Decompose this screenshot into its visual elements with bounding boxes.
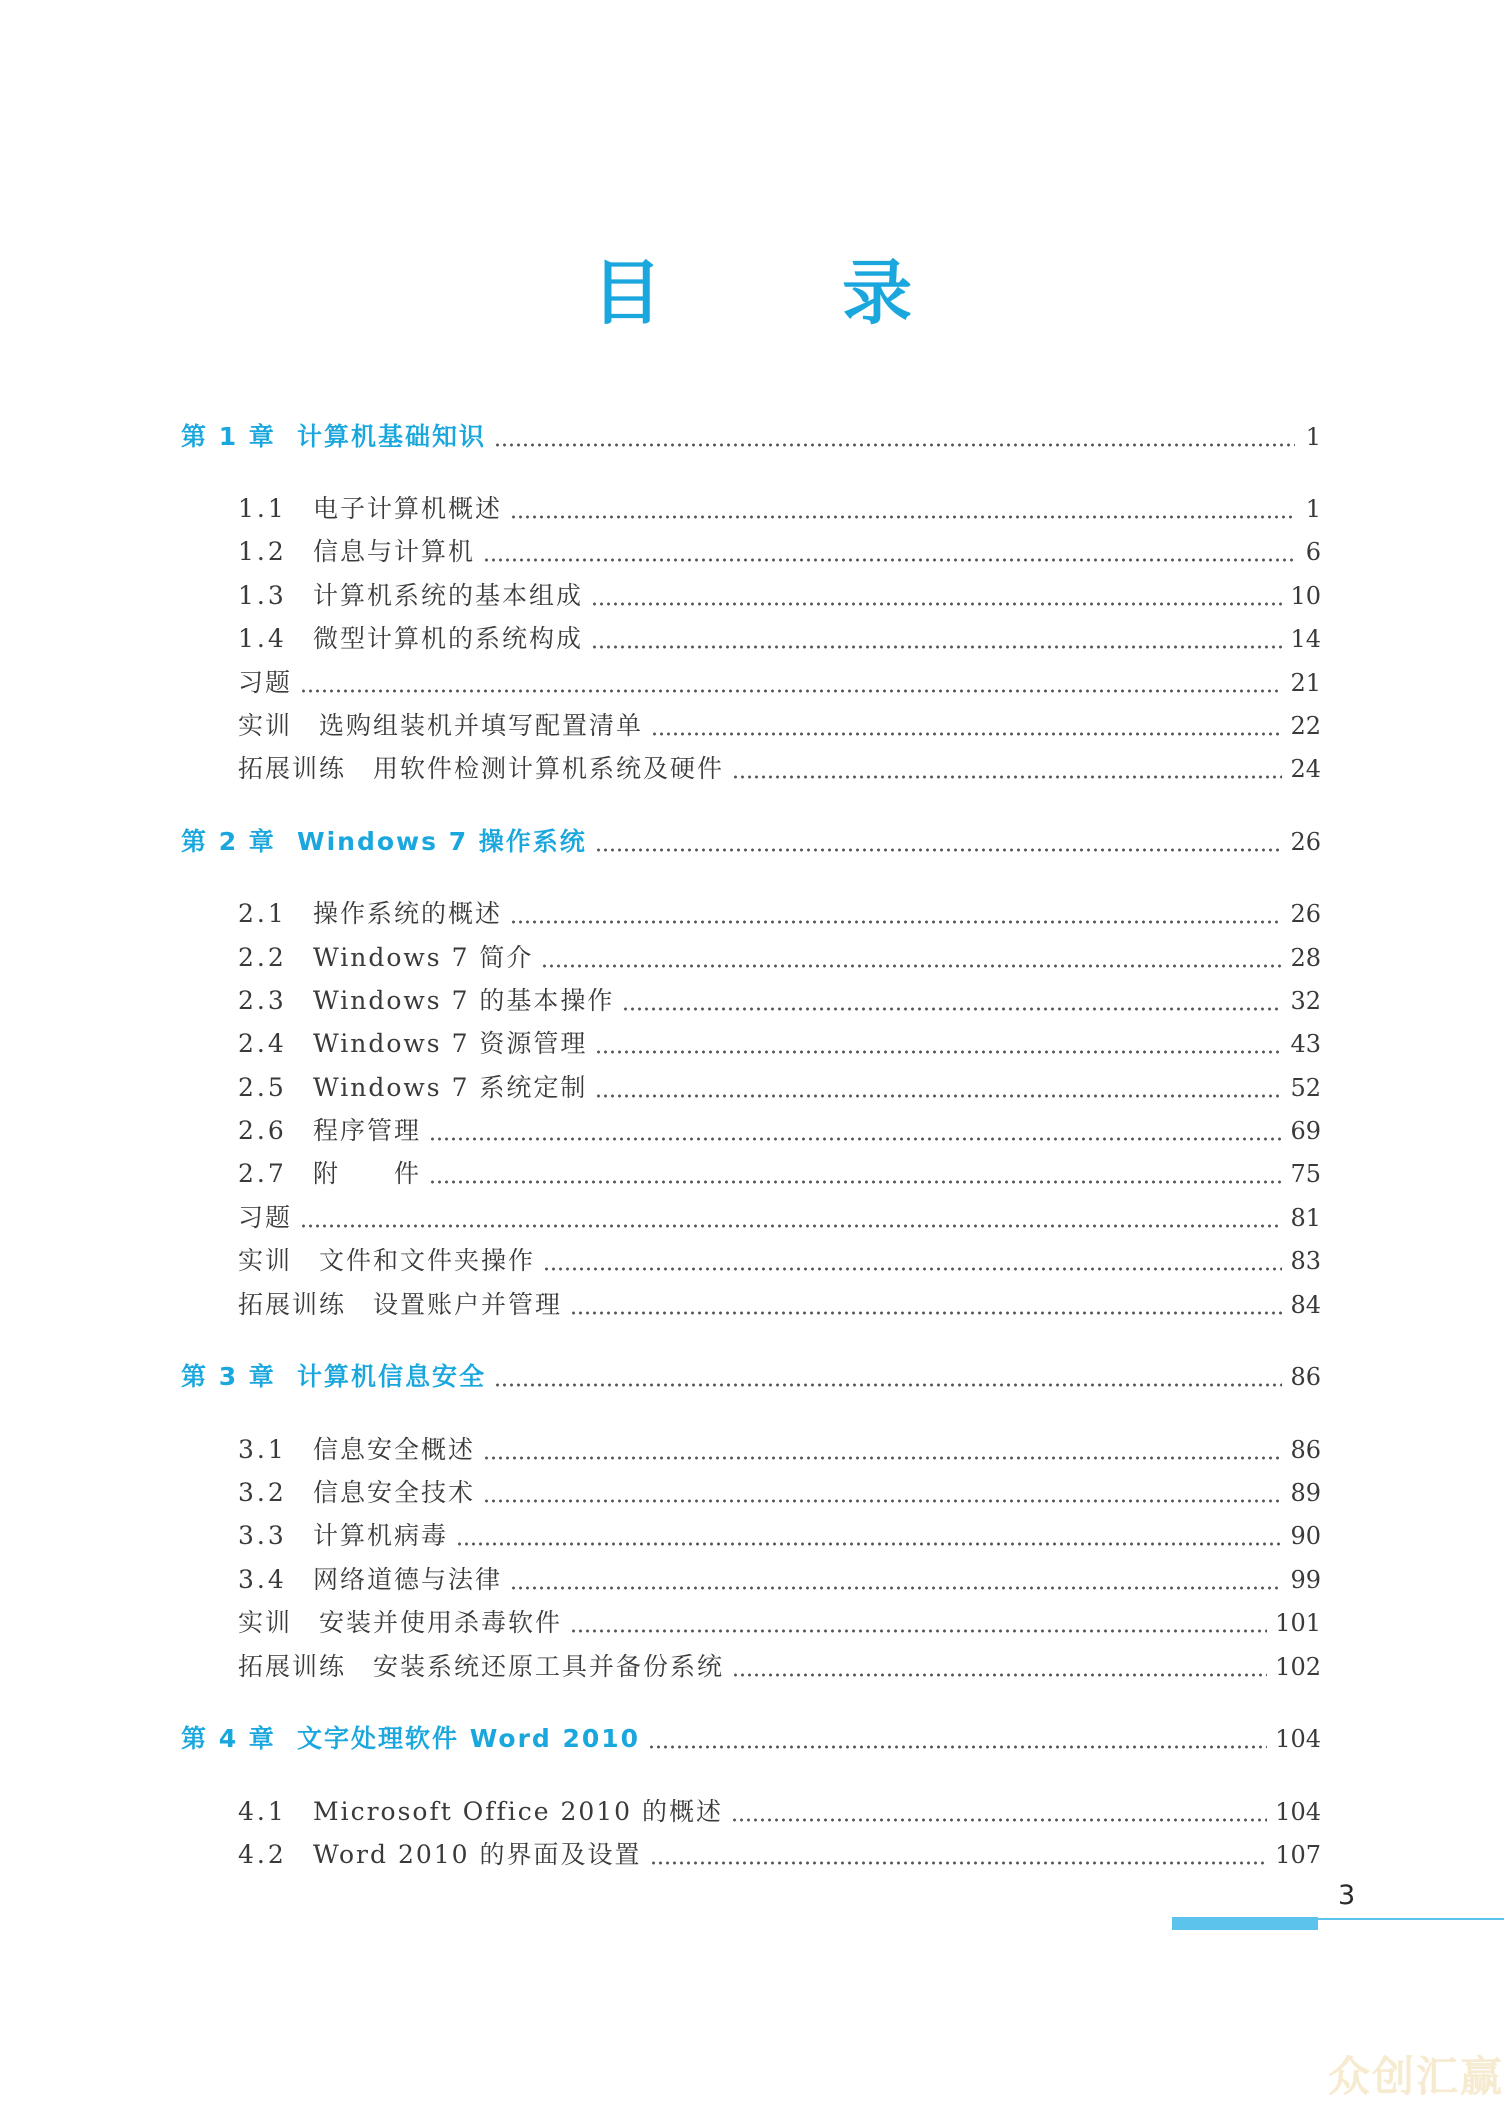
section-title: 操作系统的概述 (313, 899, 503, 928)
page-number: 52 (1290, 1074, 1321, 1102)
toc-practice-2[interactable] (238, 1241, 1321, 1281)
page-number: 81 (1290, 1204, 1321, 1232)
section-title: 信息与计算机 (313, 537, 476, 566)
dot-leader (483, 1482, 1282, 1504)
page-number: 84 (1290, 1291, 1321, 1319)
toc-chapter-3[interactable] (181, 1357, 1321, 1397)
section-title: Microsoft Office 2010 的概述 (313, 1797, 724, 1826)
section-title: 实训 安装并使用杀毒软件 (238, 1608, 563, 1637)
dot-leader (300, 1207, 1282, 1229)
section-title: Windows 7 资源管理 (313, 1029, 588, 1058)
toc-section-3-2[interactable] (238, 1473, 1321, 1513)
section-title: 计算机系统的基本组成 (313, 581, 584, 610)
toc-section-2-5[interactable] (238, 1068, 1321, 1108)
page-number: 10 (1290, 582, 1321, 610)
page-number: 83 (1290, 1247, 1321, 1275)
section-title: 拓展训练 安装系统还原工具并备份系统 (238, 1652, 725, 1681)
page-number: 99 (1290, 1566, 1321, 1594)
toc-chapter-2[interactable] (181, 822, 1321, 862)
dot-leader (429, 1120, 1282, 1142)
page-number: 90 (1290, 1522, 1321, 1550)
section-number: 1.3 (238, 581, 287, 610)
watermark-logo: 众创汇赢 (1328, 2052, 1504, 2101)
dot-leader (494, 426, 1295, 448)
toc-chapter-4[interactable] (181, 1719, 1321, 1759)
section-number: 2.3 (238, 986, 287, 1015)
section-number: 4.1 (238, 1797, 287, 1826)
page-number: 22 (1290, 712, 1321, 740)
section-number: 3.3 (238, 1521, 287, 1550)
folio-accent-bar (1172, 1917, 1318, 1930)
section-number: 2.4 (238, 1029, 287, 1058)
toc-section-4-1[interactable] (238, 1792, 1321, 1832)
dot-leader (651, 715, 1282, 737)
toc-section-3-3[interactable] (238, 1516, 1321, 1556)
page-folio: 3 (1338, 1880, 1356, 1911)
page-number: 43 (1290, 1030, 1321, 1058)
toc-extended-1[interactable] (238, 749, 1321, 789)
section-number: 2.5 (238, 1073, 287, 1102)
dot-leader (591, 628, 1282, 650)
page-number: 101 (1275, 1609, 1321, 1637)
section-title: 实训 文件和文件夹操作 (238, 1246, 536, 1275)
chapter-number: 第 4 章 (181, 1724, 276, 1753)
toc-extended-2[interactable] (238, 1285, 1321, 1325)
toc-section-4-2[interactable] (238, 1835, 1321, 1875)
page-number: 21 (1290, 669, 1321, 697)
dot-leader (300, 672, 1282, 694)
section-title: 习题 (238, 1203, 293, 1232)
section-title: Windows 7 系统定制 (313, 1073, 588, 1102)
section-number: 1.2 (238, 537, 287, 566)
section-title: 微型计算机的系统构成 (313, 624, 584, 653)
dot-leader (595, 831, 1283, 853)
section-number: 3.4 (238, 1565, 287, 1594)
section-title: 信息安全技术 (313, 1478, 476, 1507)
section-number: 2.6 (238, 1116, 287, 1145)
toc-exercises-1[interactable] (238, 663, 1321, 703)
toc-practice-3[interactable] (238, 1603, 1321, 1643)
dot-leader (650, 1844, 1268, 1866)
section-title: 拓展训练 用软件检测计算机系统及硬件 (238, 754, 725, 783)
section-number: 3.2 (238, 1478, 287, 1507)
chapter-title: 文字处理软件 Word 2010 (297, 1724, 641, 1753)
dot-leader (731, 1801, 1267, 1823)
section-number: 1.1 (238, 494, 287, 523)
toc-section-1-3[interactable] (238, 576, 1321, 616)
toc-section-2-6[interactable] (238, 1111, 1321, 1151)
toc-exercises-2[interactable] (238, 1198, 1321, 1238)
section-title: 信息安全概述 (313, 1435, 476, 1464)
page-number: 6 (1305, 538, 1321, 566)
section-number: 2.1 (238, 899, 287, 928)
section-title: 实训 选购组装机并填写配置清单 (238, 711, 644, 740)
chapter-title: Windows 7 操作系统 (297, 827, 587, 856)
chapter-title: 计算机基础知识 (297, 422, 487, 451)
page-number: 69 (1290, 1117, 1321, 1145)
section-number: 1.4 (238, 624, 287, 653)
page-number: 24 (1290, 755, 1321, 783)
page-title: 目 录 (591, 252, 991, 334)
section-title: 拓展训练 设置账户并管理 (238, 1290, 563, 1319)
section-title: 电子计算机概述 (313, 494, 503, 523)
dot-leader (456, 1525, 1282, 1547)
section-title: Windows 7 简介 (313, 943, 534, 972)
toc-section-1-2[interactable] (238, 532, 1321, 572)
dot-leader (510, 498, 1295, 520)
dot-leader (595, 1033, 1282, 1055)
page-number: 26 (1290, 828, 1321, 856)
toc-section-2-2[interactable] (238, 938, 1321, 978)
section-title: 程序管理 (313, 1116, 422, 1145)
page-number: 104 (1275, 1798, 1321, 1826)
chapter-number: 第 3 章 (181, 1362, 276, 1391)
page-number: 86 (1290, 1363, 1321, 1391)
chapter-number: 第 1 章 (181, 422, 276, 451)
dot-leader (570, 1612, 1267, 1634)
dot-leader (510, 1569, 1282, 1591)
dot-leader (595, 1077, 1282, 1099)
dot-leader (543, 1250, 1282, 1272)
dot-leader (510, 903, 1282, 925)
toc-section-2-3[interactable] (238, 981, 1321, 1021)
toc-section-2-4[interactable] (238, 1024, 1321, 1064)
section-title: Windows 7 的基本操作 (313, 986, 615, 1015)
page-number: 14 (1290, 625, 1321, 653)
page-number: 75 (1290, 1160, 1321, 1188)
section-title: 网络道德与法律 (313, 1565, 503, 1594)
page-number: 1 (1305, 495, 1321, 523)
page-number: 26 (1290, 900, 1321, 928)
toc-practice-1[interactable] (238, 706, 1321, 746)
section-title: Word 2010 的界面及设置 (313, 1840, 642, 1869)
chapter-number: 第 2 章 (181, 827, 276, 856)
dot-leader (591, 585, 1282, 607)
toc-extended-3[interactable] (238, 1647, 1321, 1687)
toc-section-2-7[interactable] (238, 1154, 1321, 1194)
page-number: 107 (1275, 1841, 1321, 1869)
toc-section-2-1[interactable] (238, 894, 1321, 934)
section-title: 计算机病毒 (313, 1521, 449, 1550)
toc-section-3-1[interactable] (238, 1430, 1321, 1470)
section-number: 4.2 (238, 1840, 287, 1869)
page-number: 89 (1290, 1479, 1321, 1507)
section-title: 习题 (238, 668, 293, 697)
toc-section-1-1[interactable] (238, 489, 1321, 529)
toc-chapter-1[interactable] (181, 417, 1321, 457)
dot-leader (570, 1294, 1282, 1316)
toc-section-1-4[interactable] (238, 619, 1321, 659)
section-number: 3.1 (238, 1435, 287, 1464)
section-number: 2.2 (238, 943, 287, 972)
section-title: 附 件 (313, 1159, 422, 1188)
page-number: 104 (1275, 1725, 1321, 1753)
dot-leader (494, 1366, 1282, 1388)
chapter-title: 计算机信息安全 (297, 1362, 487, 1391)
section-number: 2.7 (238, 1159, 287, 1188)
page-number: 86 (1290, 1436, 1321, 1464)
dot-leader (483, 1439, 1282, 1461)
dot-leader (622, 990, 1282, 1012)
dot-leader (732, 1656, 1267, 1678)
dot-leader (483, 541, 1295, 563)
dot-leader (732, 758, 1282, 780)
page-number: 28 (1290, 944, 1321, 972)
page-number: 32 (1290, 987, 1321, 1015)
dot-leader (648, 1728, 1267, 1750)
page-number: 1 (1305, 423, 1321, 451)
toc-section-3-4[interactable] (238, 1560, 1321, 1600)
dot-leader (541, 947, 1282, 969)
page-number: 102 (1275, 1653, 1321, 1681)
folio-accent-line (1318, 1918, 1504, 1920)
dot-leader (429, 1163, 1282, 1185)
